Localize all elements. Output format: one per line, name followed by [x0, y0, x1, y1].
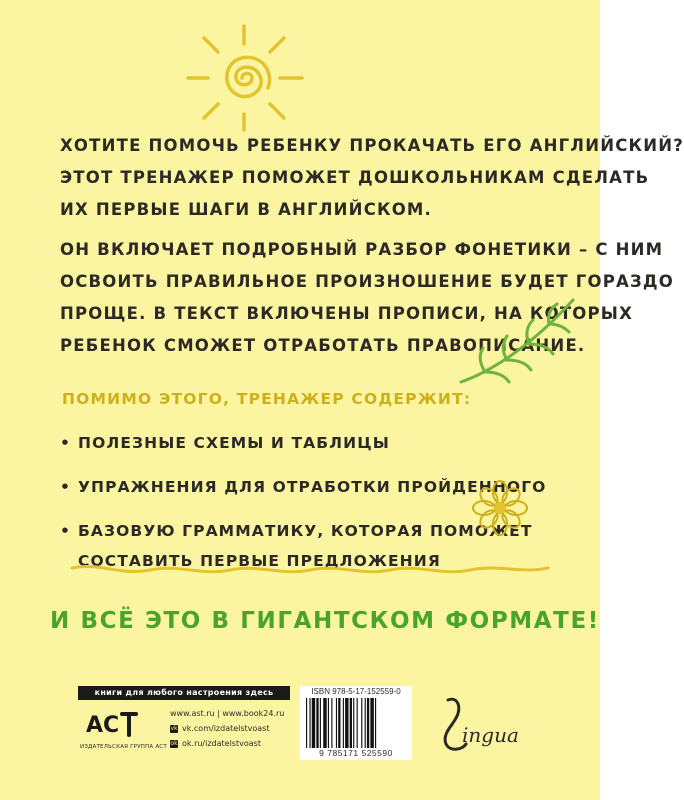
isbn-barcode [300, 686, 412, 760]
barcode-bar [361, 698, 362, 748]
barcode-bar [312, 698, 315, 748]
barcode-bar [331, 698, 332, 748]
publisher-block [78, 686, 290, 756]
bullet-dot: • [60, 434, 72, 452]
barcode-bar [343, 698, 344, 748]
barcode-bar [328, 698, 329, 748]
slogan: И ВСЁ ЭТО В ГИГАНТСКОМ ФОРМАТЕ! [50, 608, 600, 634]
barcode-bars [306, 698, 406, 748]
intro-paragraph [60, 130, 684, 226]
barcode-digits: 9 785171 525590 [319, 748, 393, 758]
barcode-bar [353, 698, 354, 748]
list-item-text: УПРАЖНЕНИЯ ДЛЯ ОТРАБОТКИ ПРОЙДЕННОГО [78, 478, 547, 496]
barcode-bar [370, 698, 373, 748]
barcode-bar [336, 698, 337, 748]
barcode-bar [338, 698, 340, 748]
barcode-bar [345, 698, 348, 748]
phonetics-line: РЕБЕНОК СМОЖЕТ ОТРАБОТАТЬ ПРАВОПИСАНИЕ. [60, 336, 586, 355]
ok-text: ok.ru/izdatelstvoast [182, 739, 261, 748]
flower-icon [470, 478, 530, 538]
bullet-dot: • [60, 478, 72, 496]
phonetics-line: ОН ВКЛЮЧАЕТ ПОДРОБНЫЙ РАЗБОР ФОНЕТИКИ – С НИМ [60, 240, 664, 259]
vk-text: vk.com/izdatelstvoast [182, 724, 270, 733]
list-item [60, 472, 547, 502]
lingua-logo [432, 694, 532, 758]
svg-text:ingua: ingua [462, 723, 519, 747]
barcode-bar [320, 698, 321, 748]
publisher-links [170, 706, 284, 751]
bullet-dot: • [60, 522, 72, 540]
svg-text:АС: АС [86, 713, 120, 738]
wavy-divider [70, 560, 550, 580]
isbn-label: ISBN 978-5-17-152559-0 [311, 687, 401, 696]
list-item-text: БАЗОВУЮ ГРАММАТИКУ, КОТОРАЯ ПОМОЖЕТ [78, 522, 533, 540]
barcode-bar [350, 698, 352, 748]
publisher-name: ИЗДАТЕЛЬСКАЯ ГРУППА АСТ [80, 744, 167, 750]
barcode-bar [365, 698, 366, 748]
barcode-bar [306, 698, 307, 748]
vk-link[interactable] [170, 721, 284, 736]
barcode-bar [309, 698, 310, 748]
sites-link[interactable] [170, 706, 284, 721]
list-item-text: СОСТАВИТЬ ПЕРВЫЕ ПРЕДЛОЖЕНИЯ [78, 552, 441, 570]
barcode-bar [316, 698, 318, 748]
phonetics-line: ПРОЩЕ. В ТЕКСТ ВКЛЮЧЕНЫ ПРОПИСИ, НА КОТОРЫХ [60, 304, 634, 323]
ok-icon: ok [170, 739, 178, 747]
list-item [60, 428, 530, 458]
publisher-tagline: книги для любого настроения здесь [78, 686, 290, 700]
sites-text: www.ast.ru | www.book24.ru [170, 709, 285, 718]
contains-heading: ПОМИМО ЭТОГО, ТРЕНАЖЕР СОДЕРЖИТ: [62, 390, 472, 408]
intro-line: ЭТОТ ТРЕНАЖЕР ПОМОЖЕТ ДОШКОЛЬНИКАМ СДЕЛАТЬ [60, 168, 650, 187]
barcode-bar [323, 698, 326, 748]
phonetics-line: ОСВОИТЬ ПРАВИЛЬНОЕ ПРОИЗНОШЕНИЕ БУДЕТ ГОРАЗДО [60, 272, 675, 291]
ast-logo [84, 708, 138, 738]
sun-icon [180, 18, 310, 138]
branch-icon [455, 292, 580, 392]
barcode-bar [357, 698, 358, 748]
intro-line: ХОТИТЕ ПОМОЧЬ РЕБЕНКУ ПРОКАЧАТЬ ЕГО АНГЛИЙСКИЙ? [60, 136, 684, 155]
list-item-text: ПОЛЕЗНЫЕ СХЕМЫ И ТАБЛИЦЫ [78, 434, 390, 452]
intro-line: ИХ ПЕРВЫЕ ШАГИ В АНГЛИЙСКОМ. [60, 200, 433, 219]
vk-icon: vk [170, 724, 178, 732]
ok-link[interactable] [170, 736, 284, 751]
barcode-bar [367, 698, 369, 748]
barcode-bar [375, 698, 376, 748]
